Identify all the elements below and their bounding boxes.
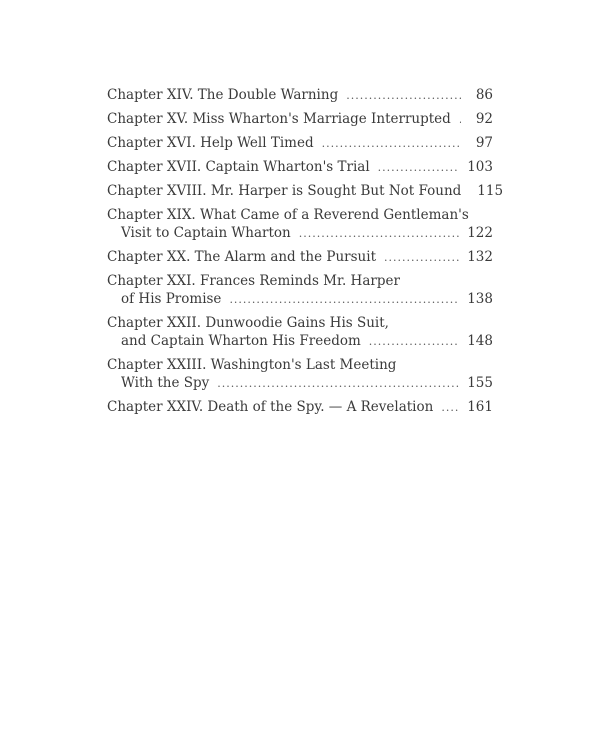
dot-leader [322, 135, 461, 153]
dot-leader [217, 375, 459, 393]
toc-entry-page: 122 [467, 225, 493, 241]
toc-entry-title: Chapter XXII. Dunwoodie Gains His Suit, [107, 315, 389, 331]
toc-entry-title: Chapter XX. The Alarm and the Pursuit [107, 249, 376, 265]
toc-entry-page: 97 [475, 135, 493, 151]
toc-entry-title: Chapter XXI. Frances Reminds Mr. Harper [107, 273, 400, 289]
toc-entry-page: 138 [467, 291, 493, 307]
dot-leader [384, 249, 459, 267]
toc-entry-chapter-19 [107, 206, 493, 243]
toc-entry-page: 132 [467, 249, 493, 265]
toc-entry-chapter-17 [107, 158, 493, 177]
dot-leader [299, 225, 459, 243]
toc-entry-chapter-21 [107, 272, 493, 309]
dot-leader [229, 291, 459, 309]
dot-leader [346, 87, 461, 105]
toc-entry-chapter-20 [107, 248, 493, 267]
toc-entry-title-continued: Visit to Captain Wharton [121, 225, 291, 241]
toc-entry-title: Chapter XXIV. Death of the Spy. — A Revelation [107, 399, 434, 415]
toc-entry-title: Chapter XV. Miss Wharton's Marriage Interrupted [107, 111, 451, 127]
toc-entry-chapter-14 [107, 86, 493, 105]
toc-entry-page: 86 [475, 87, 493, 103]
toc-entry-title: Chapter XVI. Help Well Timed [107, 135, 314, 151]
dot-leader [369, 333, 459, 351]
toc-entry-title: Chapter XIX. What Came of a Reverend Gentleman's [107, 207, 469, 223]
toc-entry-title: Chapter XXIII. Washington's Last Meeting [107, 357, 397, 373]
toc-entry-page: 155 [467, 375, 493, 391]
toc-entry-chapter-22 [107, 314, 493, 351]
toc-entry-chapter-16 [107, 134, 493, 153]
toc-entry-page: 161 [467, 399, 493, 415]
toc-entry-title: Chapter XVIII. Mr. Harper is Sought But Not Found [107, 183, 462, 199]
toc-entry-chapter-23 [107, 356, 493, 393]
toc-entry-title-continued: With the Spy [121, 375, 210, 391]
toc-entry-chapter-24 [107, 398, 493, 417]
toc-entry-page: 115 [477, 183, 504, 199]
dot-leader [378, 159, 460, 177]
toc-entry-page: 92 [475, 111, 493, 127]
table-of-contents [107, 86, 504, 422]
toc-entry-chapter-18 [107, 182, 504, 201]
toc-entry-title-continued: of His Promise [121, 291, 222, 307]
dot-leader [459, 111, 461, 129]
toc-entry-title: Chapter XIV. The Double Warning [107, 87, 339, 103]
toc-entry-page: 148 [467, 333, 493, 349]
toc-entry-page: 103 [467, 159, 493, 175]
dot-leader [441, 399, 459, 417]
toc-entry-title-continued: and Captain Wharton His Freedom [121, 333, 361, 349]
toc-entry-chapter-15 [107, 110, 493, 129]
toc-entry-title: Chapter XVII. Captain Wharton's Trial [107, 159, 370, 175]
